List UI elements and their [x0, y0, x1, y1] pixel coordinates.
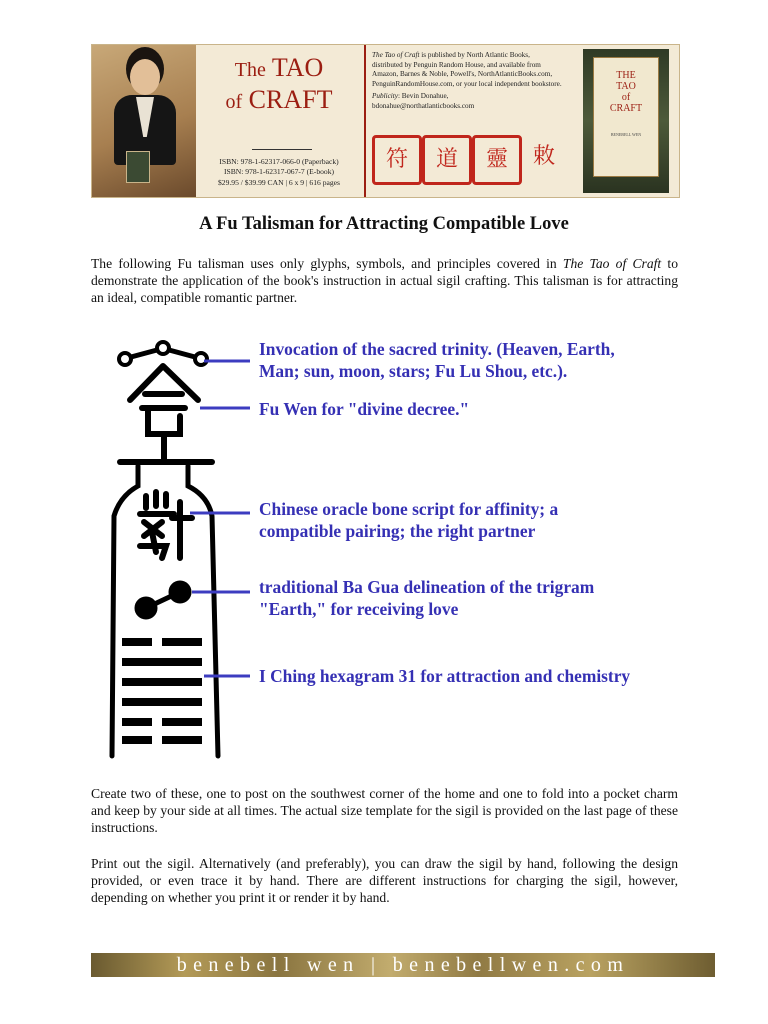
seal-stamp: 靈 — [472, 135, 522, 185]
callout-affinity: Chinese oracle bone script for affinity; a compatible pairing; the right partner — [259, 499, 559, 541]
affinity-glyph — [140, 492, 192, 558]
book-banner — [91, 44, 680, 198]
callout-leader-lines — [190, 361, 250, 676]
banner-book-title: The TAO of CRAFT — [225, 53, 333, 114]
banner-divider — [364, 45, 366, 197]
page-title: A Fu Talisman for Attracting Compatible Love — [199, 214, 569, 234]
trinity-circles — [119, 342, 207, 365]
seal-stamp: 敕 — [532, 144, 555, 169]
hexagram-31 — [122, 638, 202, 744]
seal-stamp: 符 — [372, 135, 422, 185]
intro-paragraph: The following Fu talisman uses only glyphs, symbols, and principles covered in The Tao of Craft to demonstrate the application of the book's instruction in actual sigil crafting. This talisman is for attracting an ideal, compatible romantic partner. — [91, 256, 678, 305]
talisman-diagram — [100, 336, 680, 766]
book-cover-image: THE TAO of CRAFT BENEBELL WEN — [583, 49, 669, 193]
banner-isbn: ISBN: 978-1-62317-066-0 (Paperback) ISBN: 978-1-62317-067-7 (E-book) $29.95 / $39.99 CAN | 6 x 9 | 616 pages — [217, 157, 340, 187]
banner-rule — [252, 149, 312, 150]
callout-divine-decree: Fu Wen for "divine decree." — [259, 399, 470, 419]
publicity-email[interactable]: bdonahue@northatlanticbooks.com — [372, 101, 475, 110]
banner-publisher-info: The Tao of Craft is published by North Atlantic Books, distributed by Penguin Random House, and available from Amazon, Barnes & Noble, Powell's, NorthAtlanticBooks.com, PenguinRandomHouse.com, or your local independent bookstore. Publicity: Bevin Donahue, bdonahue@northatlanticbooks.com — [372, 51, 562, 110]
callout-trinity: Invocation of the sacred trinity. (Heaven, Earth, Man; sun, moon, stars; Fu Lu Shou, etc.). — [259, 339, 615, 381]
seal-stamps — [372, 135, 572, 191]
trigram-earth — [137, 583, 189, 617]
printing-paragraph: Print out the sigil. Alternatively (and preferably), you can draw the sigil by hand, following the design provided, or even trace it by hand. There are different instructions for charging the sigil, however, depending on whether you print it or render it by hand. — [91, 856, 678, 905]
instructions-paragraph: Create two of these, one to post on the southwest corner of the home and one to fold into a pocket charm and keep by your side at all times. The actual size template for the sigil is provided on the last page of these instructions. — [91, 786, 678, 835]
talisman-body — [112, 466, 218, 756]
footer-website-link[interactable]: benebell wen | benebellwen.com — [176, 954, 630, 976]
divine-decree-glyph — [120, 366, 212, 462]
author-photo — [92, 45, 196, 197]
callout-trigram-earth: traditional Ba Gua delineation of the trigram "Earth," for receiving love — [259, 577, 595, 619]
footer-bar — [91, 953, 715, 977]
seal-stamp: 道 — [422, 135, 472, 185]
callout-hexagram: I Ching hexagram 31 for attraction and chemistry — [259, 666, 631, 686]
